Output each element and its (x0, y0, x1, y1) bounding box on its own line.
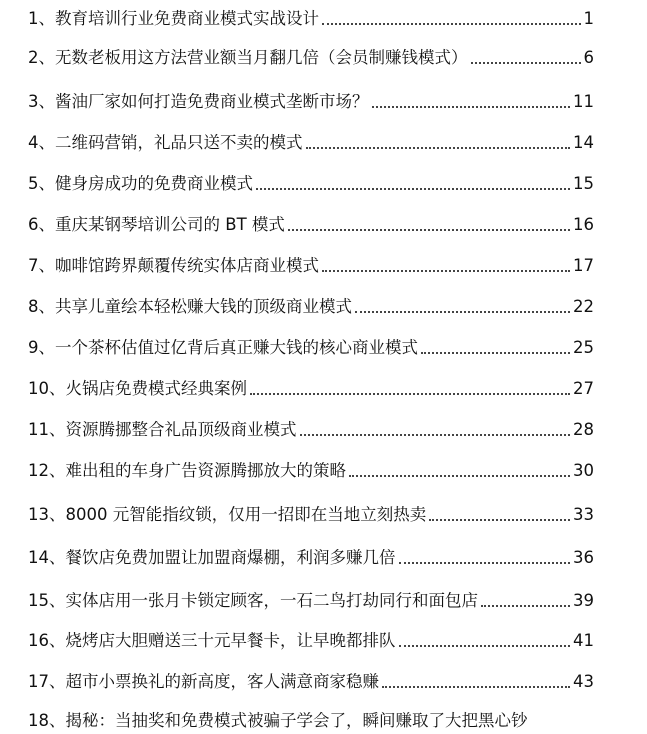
toc-dot-leader (399, 562, 571, 564)
toc-entry-3[interactable] (28, 87, 594, 113)
toc-entry-16[interactable] (28, 626, 594, 652)
toc-entry-title: 资源腾挪整合礼品顶级商业模式 (65, 420, 297, 439)
toc-entry-title: 重庆某钢琴培训公司的 BT 模式 (55, 215, 285, 234)
toc-entry-page: 1 (583, 9, 594, 28)
toc-entry-page: 43 (573, 672, 594, 691)
toc-entry-page: 6 (583, 48, 594, 67)
toc-entry-number: 16、 (28, 631, 66, 650)
toc-entry-number: 13、 (28, 505, 66, 524)
toc-dot-leader (288, 229, 570, 231)
toc-dot-leader (256, 188, 570, 190)
toc-entry-title: 烧烤店大胆赠送三十元早餐卡，让早晚都排队 (65, 631, 396, 650)
toc-entry-page: 25 (573, 338, 594, 357)
toc-entry-number: 6、 (28, 215, 55, 234)
toc-entry-18[interactable] (28, 706, 594, 732)
toc-entry-title: 二维码营销，礼品只送不卖的模式 (55, 133, 303, 152)
toc-entry-page: 14 (573, 133, 594, 152)
toc-entry-15[interactable] (28, 586, 594, 612)
toc-entry-number: 1、 (28, 9, 55, 28)
toc-entry-number: 10、 (28, 379, 66, 398)
toc-entry-number: 8、 (28, 297, 55, 316)
toc-entry-page: 16 (573, 215, 594, 234)
toc-entry-title: 无数老板用这方法营业额当月翻几倍（会员制赚钱模式） (55, 48, 468, 67)
toc-entry-1[interactable] (28, 4, 594, 30)
toc-entry-title: 健身房成功的免费商业模式 (55, 174, 253, 193)
toc-entry-number: 3、 (28, 92, 55, 111)
toc-dot-leader (399, 645, 571, 647)
toc-dot-leader (481, 605, 570, 607)
toc-entry-page: 11 (573, 92, 594, 111)
toc-entry-13[interactable] (28, 500, 594, 526)
toc-entry-number: 15、 (28, 591, 66, 610)
toc-entry-page: 17 (573, 256, 594, 275)
toc-entry-10[interactable] (28, 374, 594, 400)
toc-entry-number: 7、 (28, 256, 55, 275)
toc-entry-number: 14、 (28, 548, 66, 567)
toc-entry-page: 39 (573, 591, 594, 610)
toc-entry-number: 4、 (28, 133, 55, 152)
toc-entry-title: 教育培训行业免费商业模式实战设计 (55, 9, 319, 28)
toc-entry-17[interactable] (28, 667, 594, 693)
toc-dot-leader (349, 475, 570, 477)
toc-dot-leader (306, 147, 571, 149)
toc-entry-5[interactable] (28, 169, 594, 195)
toc-dot-leader (250, 393, 570, 395)
toc-entry-number: 17、 (28, 672, 66, 691)
toc-entry-9[interactable] (28, 333, 594, 359)
toc-entry-title: 共享儿童绘本轻松赚大钱的顶级商业模式 (55, 297, 352, 316)
toc-entry-8[interactable] (28, 292, 594, 318)
toc-dot-leader (429, 519, 570, 521)
toc-entry-title: 咖啡馆跨界颠覆传统实体店商业模式 (55, 256, 319, 275)
toc-entry-title: 酱油厂家如何打造免费商业模式垄断市场？ (55, 92, 369, 111)
toc-entry-title: 一个茶杯估值过亿背后真正赚大钱的核心商业模式 (55, 338, 418, 357)
toc-entry-title: 揭秘：当抽奖和免费模式被骗子学会了，瞬间赚取了大把黑心钞 (65, 711, 528, 730)
toc-entry-title: 火锅店免费模式经典案例 (65, 379, 247, 398)
toc-entry-number: 9、 (28, 338, 55, 357)
toc-entry-number: 12、 (28, 461, 66, 480)
toc-entry-14[interactable] (28, 543, 594, 569)
toc-dot-leader (471, 62, 581, 64)
toc-entry-6[interactable] (28, 210, 594, 236)
toc-entry-4[interactable] (28, 128, 594, 154)
toc-entry-7[interactable] (28, 251, 594, 277)
toc-entry-page: 28 (573, 420, 594, 439)
toc-entry-page: 33 (573, 505, 594, 524)
toc-entry-page: 22 (573, 297, 594, 316)
toc-entry-number: 11、 (28, 420, 66, 439)
toc-dot-leader (421, 352, 570, 354)
toc-entry-number: 2、 (28, 48, 55, 67)
toc-entry-title: 8000 元智能指纹锁，仅用一招即在当地立刻热卖 (65, 505, 427, 524)
toc-entry-page: 30 (573, 461, 594, 480)
toc-entry-title: 餐饮店免费加盟让加盟商爆棚，利润多赚几倍 (65, 548, 396, 567)
toc-entry-2[interactable] (28, 43, 594, 69)
toc-entry-title: 超市小票换礼的新高度，客人满意商家稳赚 (65, 672, 379, 691)
toc-dot-leader (322, 23, 581, 25)
toc-entry-number: 5、 (28, 174, 55, 193)
toc-entry-page: 27 (573, 379, 594, 398)
toc-dot-leader (300, 434, 571, 436)
toc-entry-page: 41 (573, 631, 594, 650)
toc-entry-number: 18、 (28, 711, 66, 730)
toc-entry-page: 15 (573, 174, 594, 193)
toc-entry-title: 实体店用一张月卡锁定顾客，一石二鸟打劫同行和面包店 (65, 591, 478, 610)
toc-dot-leader (355, 311, 570, 313)
toc-dot-leader (372, 106, 571, 108)
toc-entry-page: 36 (573, 548, 594, 567)
toc-entry-title: 难出租的车身广告资源腾挪放大的策略 (65, 461, 346, 480)
toc-entry-12[interactable] (28, 456, 594, 482)
toc-entry-11[interactable] (28, 415, 594, 441)
toc-dot-leader (382, 686, 570, 688)
toc-dot-leader (322, 270, 570, 272)
